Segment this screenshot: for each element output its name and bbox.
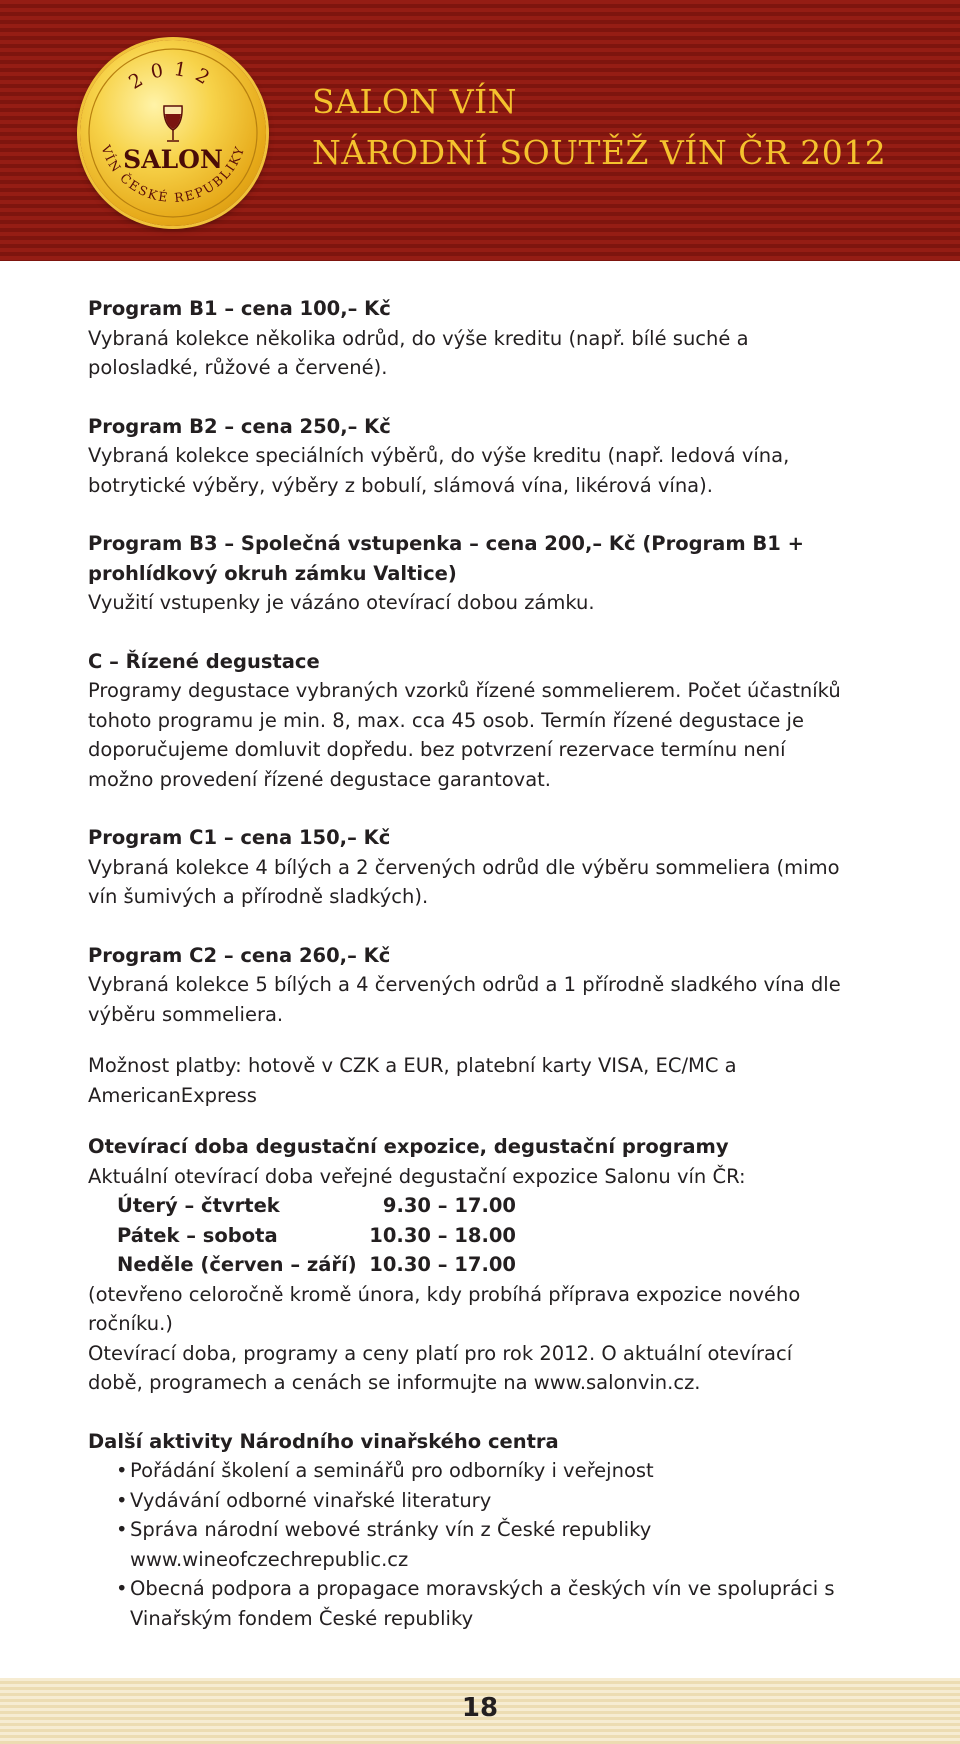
section-title: Otevírací doba degustační expozice, degustační programy: [88, 1135, 729, 1158]
list-item-text: Správa národní webové stránky vín z České republiky www.wineofczechrepublic.cz: [130, 1518, 652, 1571]
section-opening-hours: [88, 1132, 848, 1398]
seal-name: SALON: [123, 145, 223, 174]
svg-text:2012: [125, 58, 221, 94]
section-text: Vybraná kolekce speciálních výběrů, do výše kreditu (např. ledová vína, botrytické výběry, výběry z bobulí, slámová vína, likérová vína).: [88, 444, 790, 497]
section-program-b3: [88, 529, 848, 618]
section-payment: [88, 1051, 848, 1110]
page-content: [88, 294, 848, 1662]
section-title: Program B1 – cena 100,– Kč: [88, 297, 391, 320]
hours-time: 9.30 – 17.00: [382, 1194, 516, 1217]
seal-graphic: [80, 40, 266, 226]
seal-arc-text: VÍN ČESKÉ REPUBLIKY: [98, 143, 248, 206]
hours-days: Neděle (červen – září): [117, 1253, 357, 1276]
page-number: 18: [461, 1693, 499, 1723]
section-program-c1: [88, 823, 848, 912]
section-title: Další aktivity Národního vinařského centra: [88, 1429, 559, 1453]
bullet-icon: •: [116, 1459, 128, 1482]
list-item-text: Obecná podpora a propagace moravských a českých vín ve spolupráci s Vinařským fondem České republiky: [130, 1577, 835, 1630]
hours-time: 10.30 – 17.00: [369, 1253, 516, 1276]
section-text: Vybraná kolekce několika odrůd, do výše kreditu (např. bílé suché a polosladké, růžové a červené).: [88, 326, 749, 379]
section-program-b1: [88, 294, 848, 383]
section-title: Program C1 – cena 150,– Kč: [88, 826, 391, 849]
section-text: Programy degustace vybraných vzorků řízené sommelierem. Počet účastníků tohoto programu je min. 8, max. cca 45 osob. Termín řízené degustace je doporučujeme domluvit dopředu. bez potvrzení rezervace termínu není možno provedení řízené degustace garantovat.: [88, 679, 841, 791]
payment-text: Možnost platby: hotově v CZK a EUR, platební karty VISA, EC/MC a AmericanExpress: [88, 1054, 737, 1107]
section-c-tastings: [88, 647, 848, 795]
opening-note: (otevřeno celoročně kromě února, kdy probíhá příprava expozice nového ročníku.): [88, 1282, 801, 1335]
list-item: [88, 1515, 848, 1574]
section-program-b2: [88, 412, 848, 501]
list-item: [88, 1574, 848, 1633]
list-item: [88, 1456, 848, 1486]
section-program-c2: [88, 941, 848, 1030]
hours-row: [88, 1191, 848, 1221]
bullet-icon: •: [116, 1488, 128, 1512]
bullet-icon: •: [116, 1518, 128, 1541]
section-title: C – Řízené degustace: [88, 649, 320, 673]
hours-row: [88, 1250, 848, 1280]
list-item: [88, 1486, 848, 1516]
hours-days: Úterý – čtvrtek: [117, 1194, 280, 1217]
list-item-text: Vydávání odborné vinařské literatury: [130, 1488, 492, 1512]
section-activities: [88, 1427, 848, 1634]
section-title: Program C2 – cena 260,– Kč: [88, 943, 391, 967]
hours-days: Pátek – sobota: [117, 1223, 278, 1247]
section-text: Vybraná kolekce 4 bílých a 2 červených odrůd dle výběru sommeliera (mimo vín šumivých a přírodně sladkých).: [88, 855, 840, 908]
header-title-line2: NÁRODNÍ SOUTĚŽ VÍN ČR 2012: [312, 133, 887, 172]
opening-intro: Aktuální otevírací doba veřejné degustační expozice Salonu vín ČR:: [88, 1164, 746, 1188]
salon-vin-seal-logo: [80, 40, 266, 226]
section-text: Vybraná kolekce 5 bílých a 4 červených odrůd a 1 přírodně sladkého vína dle výběru sommeliera.: [88, 973, 841, 1026]
list-item-text: Pořádání školení a seminářů pro odborníky i veřejnost: [130, 1459, 654, 1482]
seal-year: 2012: [125, 57, 221, 94]
wine-glass-icon: [164, 106, 182, 141]
header-title-line1: SALON VÍN: [312, 82, 518, 121]
section-title: Program B3 – Společná vstupenka – cena 200,– Kč (Program B1 + prohlídkový okruh zámku Valtice): [88, 532, 804, 585]
hours-row: [88, 1221, 848, 1251]
section-text: Využití vstupenky je vázáno otevírací dobou zámku.: [88, 591, 595, 614]
hours-time: 10.30 – 18.00: [369, 1223, 516, 1247]
section-title: Program B2 – cena 250,– Kč: [88, 414, 391, 438]
bullet-icon: •: [116, 1577, 128, 1600]
opening-info: Otevírací doba, programy a ceny platí pro rok 2012. O aktuální otevírací době, programech a cenách se informujte na www.salonvin.cz.: [88, 1341, 793, 1394]
header-band: [0, 0, 960, 261]
